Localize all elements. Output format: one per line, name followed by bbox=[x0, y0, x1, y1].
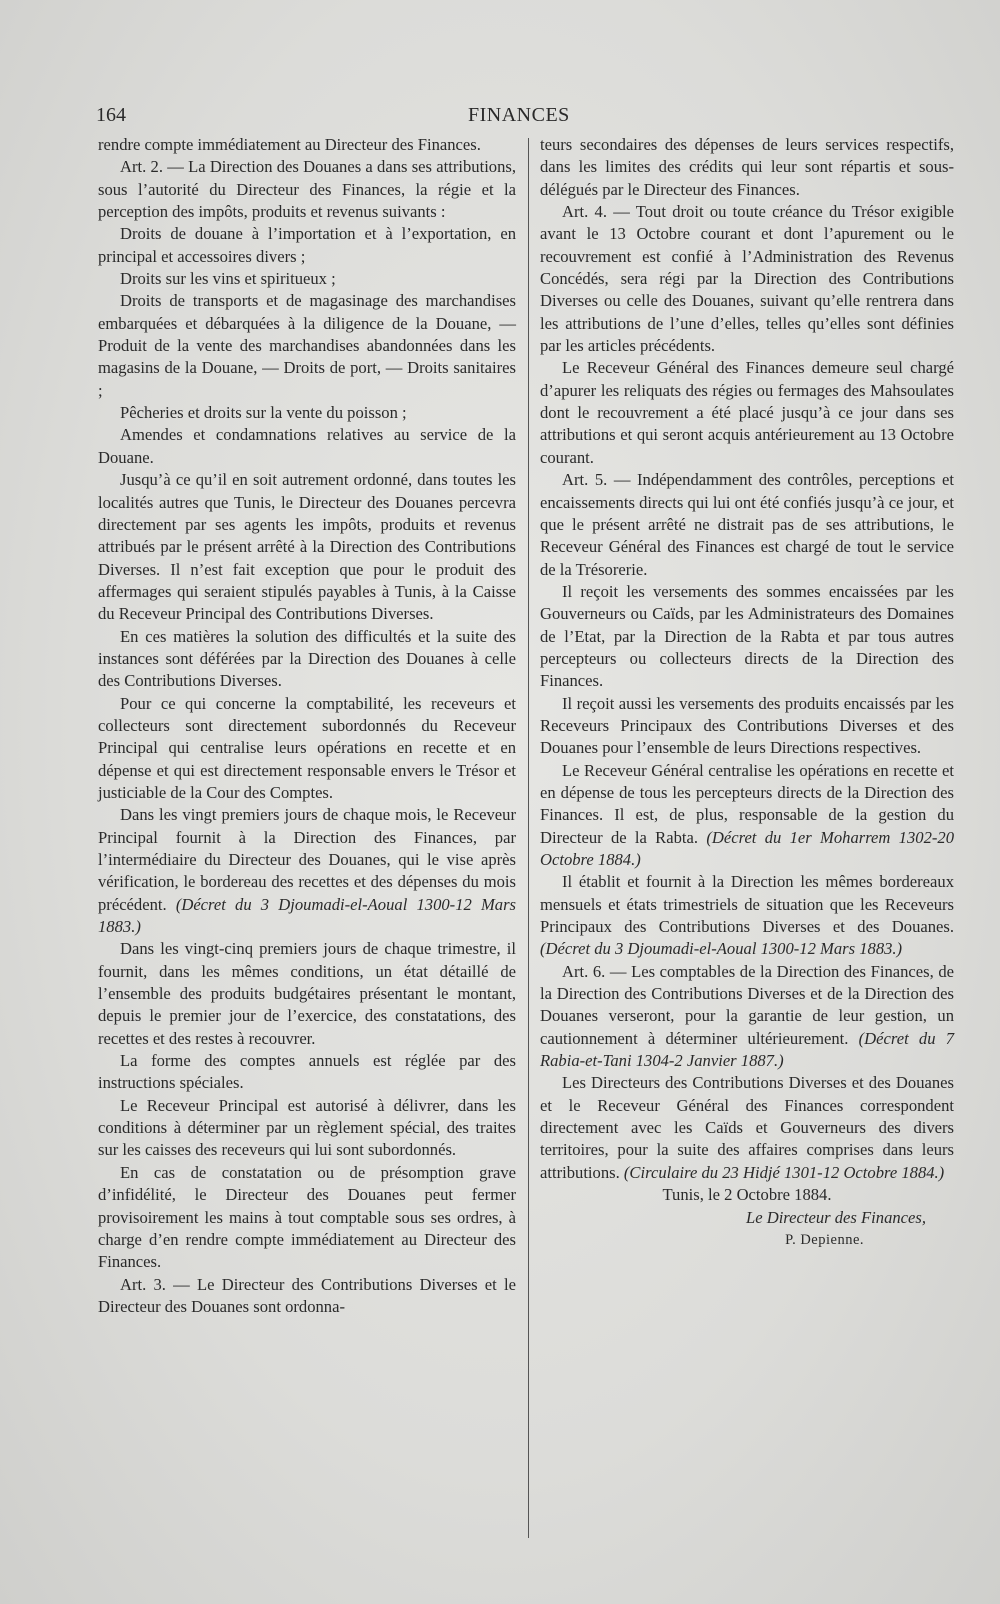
paragraph: Droits de transports et de magasinage des marchandises embarquées et débarquées à la diligence de la Douane, — Produit de la vente des marchandises abandonnées dans les magasins de la Douane, — Droits de port, — Droits sanitaires ; bbox=[98, 291, 516, 400]
paragraph-text: Le Receveur Général centralise les opérations en recette et en dépense de tous les percepteurs directs de la Direction des Finances. Il est, de plus, responsable de la gestion du Directeur de la Rabta. bbox=[540, 760, 954, 847]
signatory-title: Le Directeur des Finances, bbox=[745, 1207, 926, 1227]
signatory-name: P. Depienne. bbox=[785, 1231, 864, 1248]
paragraph: Art. 5. — Indépendamment des contrôles, perceptions et encaissements directs qui lui ont été confiés jusqu’à ce jour, et que le présent arrêté ne distrait pas de ses attributions, le Receveur Général des Finances est chargé de tout le service de la Trésorerie. bbox=[540, 470, 954, 579]
paragraph bbox=[540, 760, 954, 872]
paragraph: Dans les vingt-cinq premiers jours de chaque trimestre, il fournit, dans les mêmes conditions, un état détaillé de l’ensemble des produits budgétaires présentant le montant, depuis le premier jour de l’exercice, des constatations, des recettes et des restes à recouvrer. bbox=[98, 939, 516, 1048]
column-divider bbox=[528, 138, 529, 1538]
place-date: Tunis, le 2 Octobre 1884. bbox=[662, 1185, 832, 1205]
decree-citation: (Décret du 3 Djoumadi-el-Aoual 1300-12 Mars 1883.) bbox=[98, 894, 516, 937]
paragraph-text: Art. 6. — Les comptables de la Direction des Finances, de la Direction des Contributions Diverses et de la Direction des Douanes verseront, pour la garantie de leur gestion, un cautionnement à déterminer ultérieurement. bbox=[540, 961, 954, 1048]
decree-citation: (Décret du 1er Moharrem 1302-20 Octobre 1884.) bbox=[540, 827, 954, 869]
paragraph: rendre compte immédiatement au Directeur des Finances. bbox=[98, 135, 481, 154]
paragraph: teurs secondaires des dépenses de leurs services respectifs, dans les limites des crédits qui leur sont répartis et sous-délégués par le Directeur des Finances. bbox=[540, 135, 954, 199]
paragraph: Amendes et condamnations relatives au service de la Douane. bbox=[98, 425, 516, 467]
paragraph bbox=[540, 1072, 954, 1184]
running-title: FINANCES bbox=[468, 104, 570, 126]
paragraph: Pêcheries et droits sur la vente du poisson ; bbox=[120, 403, 407, 423]
paragraph bbox=[98, 804, 516, 938]
paragraph: Le Receveur Général des Finances demeure seul chargé d’apurer les reliquats des régies ou fermages des Mahsoulates dont le recouvrement a été placé jusqu’à ce jour dans ses attributions et qui seront acquis antérieurement au 13 Octobre courant. bbox=[540, 358, 954, 467]
paragraph: Pour ce qui concerne la comptabilité, les receveurs et collecteurs sont directement subordonnés du Receveur Principal qui centralise leurs opérations en recette et en dépense et qui est directement responsable envers le Trésor et justiciable de la Cour des Comptes. bbox=[98, 693, 516, 802]
paragraph-text: Dans les vingt premiers jours de chaque mois, le Receveur Principal fournit à la Direction des Finances, par l’intermédiaire du Directeur des Douanes, qui le vise après vérification, le bordereau des recettes et des dépenses du mois précédent. bbox=[98, 805, 516, 914]
paragraph: En ces matières la solution des difficultés et la suite des instances sont déférées par la Direction des Douanes à celle des Contributions Diverses. bbox=[98, 626, 516, 691]
paragraph: Il reçoit aussi les versements des produits encaissés par les Receveurs Principaux des Contributions Diverses et des Douanes pour l’ensemble de leurs Directions respectives. bbox=[540, 693, 954, 758]
paragraph: En cas de constatation ou de présomption grave d’infidélité, le Directeur des Douanes peut fermer provisoirement les mains à tout comptable sous ses ordres, à charge d’en rendre compte immédiatement au Directeur des Finances. bbox=[98, 1162, 516, 1272]
paragraph: Il reçoit les versements des sommes encaissées par les Gouverneurs ou Caïds, par les Administrateurs des Domaines de l’Etat, par la Direction de la Rabta et par tous autres percepteurs ou collecteurs directs de la Direction des Finances. bbox=[540, 581, 954, 691]
paragraph: Jusqu’à ce qu’il en soit autrement ordonné, dans toutes les localités autres que Tunis, le Directeur des Douanes percevra directement par ses agents les impôts, produits et revenus attribués par le présent arrêté à la Direction des Contributions Diverses. Il n’est fait exception que pour le produit des affermages qui seraient stipulés payables à Tunis, à la Caisse du Receveur Principal des Contributions Diverses. bbox=[98, 470, 516, 624]
page-header bbox=[96, 104, 956, 134]
paragraph: Art. 3. — Le Directeur des Contributions Diverses et le Directeur des Douanes sont ordonna- bbox=[98, 1274, 516, 1316]
paragraph bbox=[540, 961, 954, 1073]
decree-citation: (Décret du 3 Djoumadi-el-Aoual 1300-12 Mars 1883.) bbox=[540, 939, 903, 959]
right-column bbox=[540, 134, 954, 1251]
paragraph: Art. 4. — Tout droit ou toute créance du Trésor exigible avant le 13 Octobre courant et dont l’apurement ou le recouvrement est confié à l’Administration des Revenus Concédés, sera régi par la Direction des Contributions Diverses ou celle des Douanes, suivant qu’elle rentrera dans les attributions de l’une d’elles, telles qu’elles sont définies par les articles précédents. bbox=[540, 202, 954, 356]
paragraph: Droits de douane à l’importation et à l’exportation, en principal et accessoires divers ; bbox=[98, 224, 516, 266]
page-number: 164 bbox=[96, 104, 126, 126]
paragraph-text: Il établit et fournit à la Direction les mêmes bordereaux mensuels et états trimestriels de situation que les Receveurs Principaux des Contributions Diverses et des Douanes. bbox=[540, 872, 954, 937]
paragraph: Droits sur les vins et spiritueux ; bbox=[120, 269, 336, 289]
paragraph-text: Les Directeurs des Contributions Diverses et des Douanes et le Receveur Général des Finances correspondent directement avec les Caïds et Gouverneurs des divers territoires, pour la suite des affaires comprises dans leurs attributions. bbox=[540, 1073, 954, 1182]
left-column bbox=[98, 134, 516, 1318]
paragraph: Le Receveur Principal est autorisé à délivrer, dans les conditions à déterminer par un règlement spécial, des traites sur les caisses des receveurs qui lui sont subordonnés. bbox=[98, 1095, 516, 1160]
circular-citation: (Circulaire du 23 Hidjé 1301-12 Octobre 1884.) bbox=[623, 1162, 945, 1182]
paragraph bbox=[540, 871, 954, 960]
paragraph: Art. 2. — La Direction des Douanes a dans ses attributions, sous l’autorité du Directeur des Finances, la régie et la perception des impôts, produits et revenus suivants : bbox=[98, 157, 516, 222]
paragraph: La forme des comptes annuels est réglée par des instructions spéciales. bbox=[98, 1051, 516, 1093]
decree-citation: (Décret du 7 Rabia-et-Tani 1304-2 Janvier 1887.) bbox=[540, 1028, 954, 1071]
